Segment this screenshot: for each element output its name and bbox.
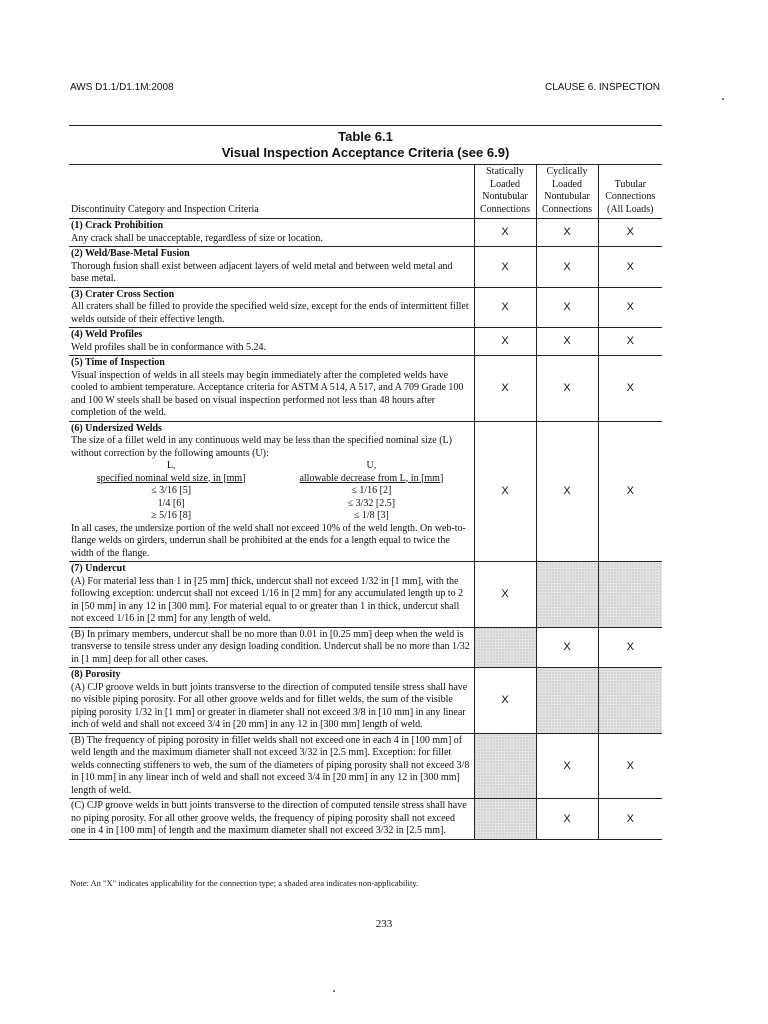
category-title: (6) Undersized Welds <box>71 422 162 434</box>
criteria-cell <box>69 219 474 247</box>
category-title: (7) Undercut <box>71 563 126 574</box>
category-title: (2) Weld/Base-Metal Fusion <box>71 248 190 259</box>
u-value: ≤ 3/32 [2.5] <box>347 497 396 509</box>
category-title: (3) Crater Cross Section <box>71 288 175 300</box>
criteria-text: Weld profiles shall be in conformance with 5.24. <box>71 341 266 353</box>
static-mark: X <box>474 328 536 356</box>
u-value: ≤ 1/16 [2] <box>351 485 392 496</box>
table-number: Table 6.1 <box>338 129 393 144</box>
criteria-text: Any crack shall be unacceptable, regardless of size or location. <box>71 232 323 244</box>
table-row <box>69 219 662 247</box>
column-header-static: Statically Loaded Nontubular Connections <box>474 165 536 219</box>
table-row <box>69 328 662 356</box>
criteria-text: (A) For material less than 1 in [25 mm] thick, undercut shall not exceed 1/32 in [1 mm], with the following exception: undercut shall not exceed 1/16 in [2 mm] for any accumulated length up to 2 in [50 mm] in any 12 in [300 mm]. For material equal to or greater than 1 in thick, undercut shall not exceed 1/16 in [2 mm] for any length of weld. <box>71 575 464 624</box>
table-row <box>69 627 662 668</box>
criteria-text: (C) CJP groove welds in butt joints transverse to the direction of computed tensile stress shall have no piping porosity. For all other groove welds, the frequency of piping porosity shall not exceed one in 4 in [100 mm] of length and the maximum diameter shall not exceed 3/32 in [2.5 mm]. <box>71 800 467 836</box>
criteria-text: The size of a fillet weld in any continuous weld may be less than the specified nominal size (L) without correction by the following amounts (U): <box>71 435 452 459</box>
tubular-mark: X <box>598 247 662 288</box>
criteria-text: Visual inspection of welds in all steels may begin immediately after the completed welds have cooled to ambient temperature. Acceptance criteria for ASTM A 514, A 517, and A 709 Grade 100 and 100 W steels shall be based on visual inspection performed not less than 48 hours after completion of the weld. <box>71 369 464 418</box>
criteria-cell <box>69 799 474 840</box>
static-shaded-cell <box>474 733 536 799</box>
u-column-heading: allowable decrease from L, in [mm] <box>299 472 444 484</box>
criteria-cell <box>69 287 474 328</box>
table-title: Visual Inspection Acceptance Criteria (see 6.9) <box>221 145 510 160</box>
criteria-cell <box>69 627 474 668</box>
tubular-shaded-cell <box>598 562 662 628</box>
criteria-text: Thorough fusion shall exist between adjacent layers of weld metal and between weld metal and base metal. <box>71 260 453 284</box>
criteria-text: (B) The frequency of piping porosity in fillet welds shall not exceed one in each 4 in [100 mm] of weld length and the maximum diameter shall not exceed 3/32 in [2.5 mm]. Exception: for fillet welds connecting stiffeners to web, the sum of the diameters of piping porosity shall not exceed 3/8 in [10 mm] in any linear inch of weld and shall not exceed 3/4 in [20 mm] in any 12 in [300 mm] length of weld. <box>71 734 470 796</box>
table-row <box>69 356 662 422</box>
criteria-text: (B) In primary members, undercut shall be no more than 0.01 in [0.25 mm] deep when the weld is transverse to tensile stress under any design loading condition. Undercut shall be no more than 1/32 in [1 mm] deep for all other cases. <box>71 628 470 665</box>
cyclic-mark: X <box>536 219 598 247</box>
criteria-cell <box>69 733 474 799</box>
page-number: 233 <box>375 918 393 930</box>
static-mark: X <box>474 668 536 734</box>
static-mark: X <box>474 247 536 288</box>
tubular-shaded-cell <box>598 668 662 734</box>
table-header-row <box>69 165 662 219</box>
cyclic-shaded-cell <box>536 668 598 734</box>
running-header-left: AWS D1.1/D1.1M:2008 <box>70 82 174 93</box>
tubular-mark: X <box>598 799 662 840</box>
tubular-mark: X <box>598 356 662 422</box>
table-row <box>69 247 662 288</box>
static-mark: X <box>474 421 536 562</box>
l-value: ≤ 3/16 [5] <box>151 485 192 496</box>
category-title: (4) Weld Profiles <box>71 329 143 340</box>
criteria-text: All craters shall be filled to provide the specified weld size, except for the ends of intermittent fillet welds outside of their effective length. <box>71 301 469 325</box>
criteria-cell <box>69 247 474 288</box>
tubular-mark: X <box>598 733 662 799</box>
table-row <box>69 287 662 328</box>
tubular-mark: X <box>598 421 662 562</box>
criteria-cell <box>69 562 474 628</box>
criteria-cell <box>69 668 474 734</box>
cyclic-mark: X <box>536 287 598 328</box>
criteria-text: (A) CJP groove welds in butt joints transverse to the direction of computed tensile stress shall have no visible piping porosity. For all other groove welds and for fillet welds, the sum of the visible piping porosity 1/32 in [1 mm] or greater in diameter shall not exceed 3/8 in [10 mm] in any linear inch of weld and shall not exceed 3/4 in [20 mm] in any 12 in [300 mm] length of weld. <box>71 681 468 730</box>
criteria-cell <box>69 328 474 356</box>
cyclic-mark: X <box>536 328 598 356</box>
cyclic-mark: X <box>536 421 598 562</box>
static-mark: X <box>474 562 536 628</box>
table-row <box>69 668 662 734</box>
running-header-right: CLAUSE 6. INSPECTION <box>544 82 660 93</box>
static-mark: X <box>474 287 536 328</box>
l-column-heading: specified nominal weld size, in [mm] <box>96 472 246 484</box>
static-mark: X <box>474 356 536 422</box>
l-value: ≥ 5/16 [8] <box>151 510 192 521</box>
static-mark: X <box>474 219 536 247</box>
column-header-cyclic: Cyclically Loaded Nontubular Connections <box>536 165 598 219</box>
cyclic-mark: X <box>536 247 598 288</box>
tubular-mark: X <box>598 328 662 356</box>
cyclic-mark: X <box>536 733 598 799</box>
tubular-mark: X <box>598 627 662 668</box>
tubular-mark: X <box>598 287 662 328</box>
l-value: 1/4 [6] <box>157 497 185 509</box>
column-header-tubular: Tubular Connections (All Loads) <box>598 165 662 219</box>
category-title: (1) Crack Prohibition <box>71 220 164 231</box>
scan-speck <box>333 990 335 992</box>
l-symbol: L, <box>166 460 176 471</box>
header-rule <box>69 125 662 126</box>
cyclic-mark: X <box>536 356 598 422</box>
table-note: Note: An "X" indicates applicability for the connection type; a shaded area indicates non-applicability. <box>70 878 419 888</box>
static-shaded-cell <box>474 627 536 668</box>
acceptance-criteria-table <box>69 164 662 840</box>
cyclic-mark: X <box>536 627 598 668</box>
u-symbol: U, <box>366 460 377 471</box>
criteria-text-after: In all cases, the undersize portion of the weld shall not exceed 10% of the weld length. On web-to-flange welds on girders, underrun shall be prohibited at the ends for a length equal to twice the width of the flange. <box>71 522 466 559</box>
u-value: ≤ 1/8 [3] <box>353 510 389 521</box>
static-shaded-cell <box>474 799 536 840</box>
criteria-cell <box>69 421 474 562</box>
category-title: (5) Time of Inspection <box>71 357 165 368</box>
undersize-table <box>71 460 472 523</box>
column-header-desc: Discontinuity Category and Inspection Criteria <box>69 165 474 219</box>
table-row <box>69 799 662 840</box>
criteria-cell <box>69 356 474 422</box>
scan-speck <box>722 98 724 100</box>
table-row <box>69 421 662 562</box>
cyclic-mark: X <box>536 799 598 840</box>
cyclic-shaded-cell <box>536 562 598 628</box>
table-row <box>69 562 662 628</box>
tubular-mark: X <box>598 219 662 247</box>
table-row <box>69 733 662 799</box>
category-title: (8) Porosity <box>71 669 121 680</box>
